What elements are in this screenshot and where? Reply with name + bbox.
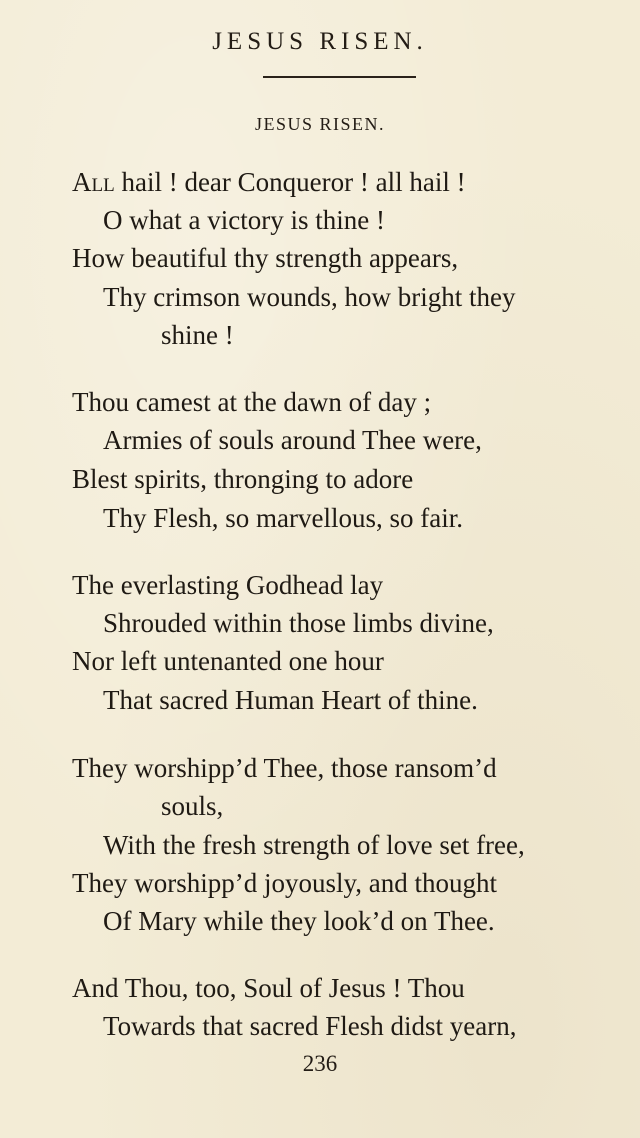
poem-title: JESUS RISEN. [254, 114, 386, 134]
poem-line: Towards that sacred Flesh didst yearn, [103, 1011, 517, 1041]
poem-line: With the fresh strength of love set free, [103, 830, 525, 860]
page-number: 236 [302, 1051, 338, 1076]
initial-small-caps: All [72, 167, 115, 197]
poem-line: The everlasting Godhead lay [72, 570, 384, 600]
poem-line: shine ! [161, 320, 234, 350]
poem-line: And Thou, too, Soul of Jesus ! Thou [72, 973, 465, 1003]
poem-line: Thy crimson wounds, how bright they [103, 282, 516, 312]
poem-line: That sacred Human Heart of thine. [103, 685, 478, 715]
poem-line: They worshipp’d Thee, those ransom’d [72, 753, 497, 783]
running-head: JESUS RISEN. [212, 28, 428, 55]
poem-line: Blest spirits, thronging to adore [72, 464, 414, 494]
poem-line: O what a victory is thine ! [103, 205, 385, 235]
line-text: hail ! dear Conqueror ! all hail ! [114, 167, 466, 197]
poem-line: Thou camest at the dawn of day ; [72, 387, 432, 417]
poem-line: They worshipp’d joyously, and thought [72, 868, 497, 898]
poem-line [72, 169, 466, 196]
poem-line: How beautiful thy strength appears, [72, 243, 459, 273]
header-rule [263, 76, 416, 78]
poem-line: Of Mary while they look’d on Thee. [103, 906, 495, 936]
poem-line: Armies of souls around Thee were, [103, 425, 482, 455]
poem-line: Nor left untenanted one hour [72, 646, 384, 676]
poem-line: Shrouded within those limbs divine, [103, 608, 494, 638]
poem-line: souls, [161, 791, 224, 821]
poem-line: Thy Flesh, so marvellous, so fair. [103, 503, 463, 533]
